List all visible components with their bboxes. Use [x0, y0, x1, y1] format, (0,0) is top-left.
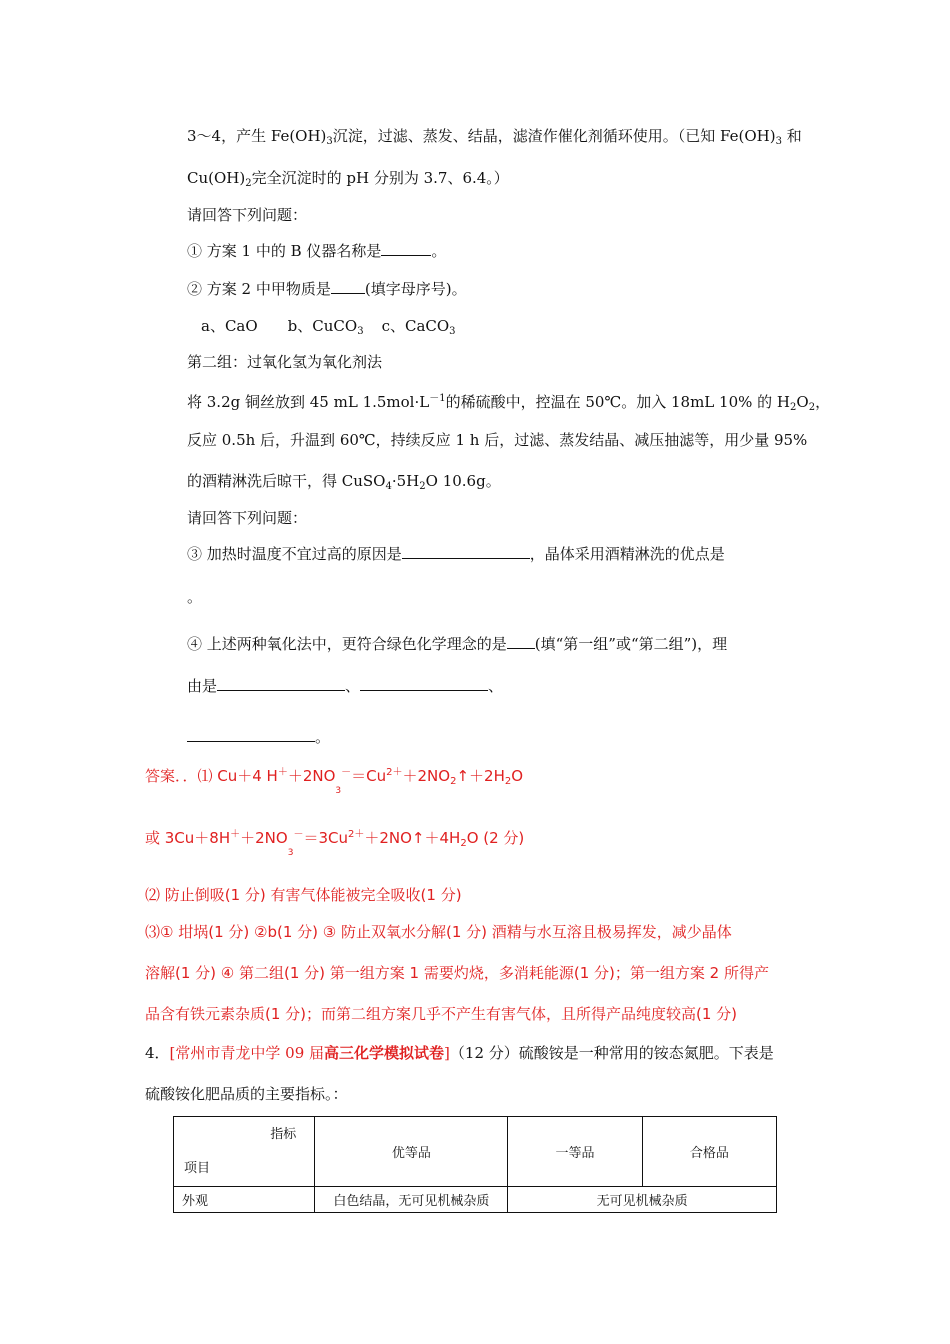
table-cell: 白色结晶，无可见机械杂质	[315, 1187, 508, 1213]
answer-line-5: 溶解(1 分) ④ 第二组(1 分) 第一组方案 1 需要灼烧，多消耗能源(1 分)；第一组方案 2 所得产	[145, 964, 769, 982]
table-header-corner	[174, 1117, 315, 1187]
question-4-reasons: 由是 、 、	[187, 677, 504, 695]
question-4-header: 4．[常州市青龙中学 09 届高三化学模拟试卷]（12 分）硫酸铵是一种常用的铵态氮肥。下表是	[145, 1044, 774, 1062]
answer-blank	[381, 241, 431, 256]
text-line-4: 反应 0.5h 后，升温到 60℃，持续反应 1 h 后，过滤、蒸发结晶、减压抽滤等，用少量 95%	[187, 431, 808, 449]
text-line-1: 3～4，产生 $Fe(OH)_3$沉淀，过滤、蒸发、结晶，滤渣作催化剂循环使用。（已知 $Fe(OH)_3$ 和	[187, 127, 802, 147]
quality-spec-table	[173, 1116, 777, 1213]
answer-blank	[507, 634, 535, 649]
question-1: ① 方案 1 中的 B 仪器名称是 。	[187, 242, 447, 260]
table-cell: 外观	[174, 1187, 315, 1213]
table-cell: 无可见机械杂质	[508, 1187, 777, 1213]
table-header-row	[174, 1117, 777, 1187]
answer-blank	[402, 544, 530, 559]
answer-line-2: 或 $3Cu+8H^++2NO_3^-=3Cu^{2+}+2NO↑+4H_2O$ (2 分)	[145, 829, 525, 858]
question-4-line-2: 硫酸铵化肥品质的主要指标。：	[145, 1085, 348, 1103]
answer-blank	[360, 676, 488, 691]
answer-blank	[331, 279, 365, 294]
question-3-end: 。	[187, 588, 203, 606]
table-row	[174, 1187, 777, 1213]
section-prompt-2: 请回答下列问题：	[187, 509, 308, 527]
answer-line-6: 品含有铁元素杂质(1 分)；而第二组方案几乎不产生有害气体，且所得产品纯度较高(1 分)	[145, 1005, 738, 1023]
question-4-reasons-end: 。	[187, 727, 330, 747]
answer-blank	[217, 676, 345, 691]
answer-line-3: ⑵ 防止倒吸(1 分) 有害气体能被完全吸收(1 分)	[145, 886, 462, 904]
table-header-cell: 优等品	[315, 1117, 508, 1187]
table-header-cell: 一等品	[508, 1117, 642, 1187]
answer-blank	[187, 727, 315, 742]
text-line-5: 的酒精淋洗后晾干，得 $CuSO_4\cdot 5H_2O$ 10.6g。	[187, 472, 501, 492]
header-item-label: 项目	[184, 1161, 211, 1176]
question-2: ② 方案 2 中甲物质是 (填字母序号)。	[187, 280, 467, 298]
header-index-label: 指标	[270, 1127, 297, 1142]
text-line-2: $Cu(OH)_2$完全沉淀时的 pH 分别为 3.7、6.4。）	[187, 169, 509, 189]
table-header-cell: 合格品	[642, 1117, 776, 1187]
group-2-heading: 第二组：过氧化氢为氧化剂法	[187, 353, 383, 371]
question-4: ④ 上述两种氧化法中，更符合绿色化学理念的是 (填“第一组”或“第二组”)，理	[187, 635, 728, 653]
answer-line-1: 答案．．⑴ Cu＋4 $H^++2NO_3^-=Cu^{2+}+2NO_2↑+2H_2O$	[145, 767, 524, 796]
text-line-3: 将 3.2g 铜丝放到 45 mL $1.5mol\cdot L^{-1}$的稀硫酸中，控温在 50℃。加入 18mL 10% 的 $H_2O_2$，	[187, 393, 831, 413]
question-2-options: a、CaO b、CuCO$_3$ c、CaCO$_3$	[201, 317, 456, 337]
question-3: ③ 加热时温度不宜过高的原因是 ，晶体采用酒精淋洗的优点是	[187, 545, 725, 563]
answer-line-4: ⑶① 坩埚(1 分) ②b(1 分) ③ 防止双氧水分解(1 分) 酒精与水互溶且极易挥发，减少晶体	[145, 923, 732, 941]
section-prompt-1: 请回答下列问题：	[187, 206, 308, 224]
